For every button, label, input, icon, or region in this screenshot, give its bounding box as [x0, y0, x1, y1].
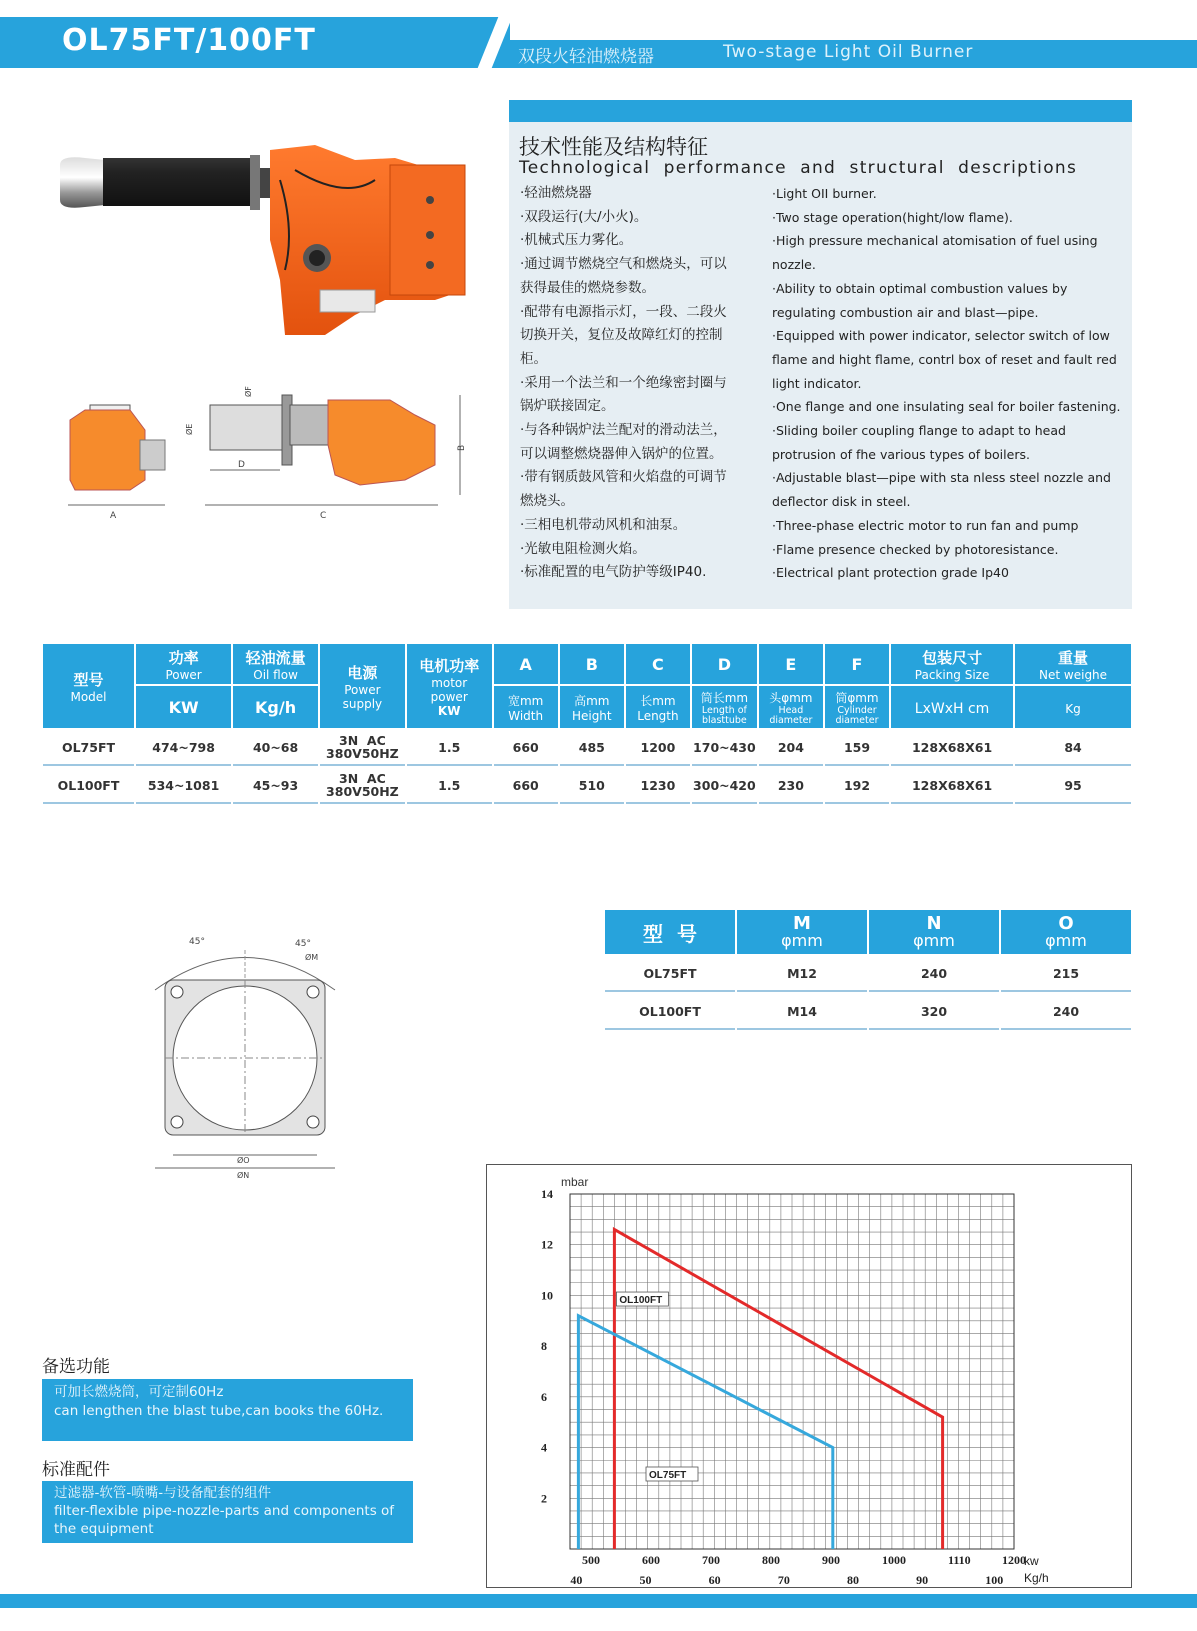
- cell-oil: 45~93: [233, 768, 318, 804]
- x-tick-label-kw: 700: [702, 1553, 720, 1567]
- y-tick-label: 6: [541, 1389, 547, 1404]
- cell-model: OL75FT: [605, 956, 735, 992]
- spec-list-cn: [520, 182, 765, 585]
- dim-label-d: D: [238, 460, 245, 470]
- cell-model: OL75FT: [43, 730, 134, 766]
- cell-b: 485: [560, 730, 624, 766]
- cell-a: 660: [494, 730, 558, 766]
- cell-motor: 1.5: [407, 768, 492, 804]
- cell-power: 474~798: [136, 730, 231, 766]
- dim-label-c: C: [320, 511, 327, 521]
- dim-label-e: ØE: [185, 423, 194, 435]
- spec-title-en: Technological performance and structural descriptions: [519, 158, 1078, 178]
- page-title: OL75FT/100FT: [62, 23, 316, 58]
- spec-item-en: ·Light OII burner.: [772, 186, 877, 201]
- cell-o: 240: [1001, 994, 1131, 1030]
- spec-item-en: ·Adjustable blast—pipe with sta nless steel nozzle and: [772, 470, 1111, 486]
- angle-label-1: 45°: [189, 937, 205, 947]
- cell-motor: 1.5: [407, 730, 492, 766]
- cell-supply: 3N AC 380V50HZ: [320, 730, 405, 766]
- spec-panel-header: [509, 100, 1132, 122]
- x-unit-kgh: Kg/h: [1024, 1571, 1049, 1585]
- x-tick-label-kw: 1200: [1002, 1553, 1026, 1567]
- x-tick-label-kgh: 40: [570, 1573, 583, 1587]
- series-label-ol75ft: OL75FT: [649, 1470, 687, 1481]
- spec-item-cn: ·机械式压力雾化。: [520, 232, 633, 249]
- optional-features-box: [42, 1379, 413, 1441]
- spec-item-en: ·Ability to obtain optimal combustion values by: [772, 280, 1068, 296]
- th-weight-unit: Kg: [1015, 686, 1131, 728]
- th-f-sub: 筒φmm Cylinder diameter: [825, 686, 889, 728]
- cell-n: 320: [869, 994, 999, 1030]
- y-tick-label: 2: [541, 1491, 547, 1506]
- dim-label-f: ØF: [244, 386, 253, 397]
- th-oil-flow: 轻油流量 Oil flow: [233, 644, 318, 684]
- cell-model: OL100FT: [43, 768, 134, 804]
- cell-pack: 128X68X61: [891, 730, 1013, 766]
- spec-item-cn: 燃烧头。: [520, 493, 574, 510]
- x-tick-label-kgh: 60: [708, 1573, 721, 1587]
- cell-n: 240: [869, 956, 999, 992]
- dim-label-o: ØO: [237, 1156, 250, 1165]
- cell-model: OL100FT: [605, 994, 735, 1030]
- x-tick-label-kw: 500: [582, 1553, 600, 1567]
- cell-c: 1230: [626, 768, 690, 804]
- th-flange-o: O φmm: [1001, 910, 1131, 954]
- th-f: F: [825, 644, 889, 684]
- spec-item-en: nozzle.: [772, 257, 816, 273]
- cell-power: 534~1081: [136, 768, 231, 804]
- th-d: D: [692, 644, 757, 684]
- spec-item-cn: ·采用一个法兰和一个绝缘密封圈与: [520, 374, 727, 391]
- spec-item-cn: ·与各种锅炉法兰配对的滑动法兰，: [520, 422, 727, 439]
- th-flange-n: N φmm: [869, 910, 999, 954]
- x-tick-label-kgh: 70: [777, 1573, 790, 1587]
- y-tick-label: 4: [541, 1440, 547, 1455]
- th-packing-unit: LxWxH cm: [891, 686, 1013, 728]
- x-tick-label-kw: 600: [642, 1553, 660, 1567]
- flange-table: [603, 908, 1133, 1032]
- y-axis-label: mbar: [561, 1175, 589, 1189]
- x-tick-label-kw: 1000: [882, 1553, 906, 1567]
- subtitle-cn: 双段火轻油燃烧器: [518, 47, 654, 67]
- spec-item-en: ·Flame presence checked by photoresistance.: [772, 541, 1059, 557]
- spec-item-cn: 可以调整燃烧器伸入锅炉的位置。: [520, 445, 723, 462]
- cell-pack: 128X68X61: [891, 768, 1013, 804]
- spec-item-cn: ·带有钢质鼓风管和火焰盘的可调节: [520, 469, 727, 486]
- cell-m: M14: [737, 994, 867, 1030]
- spec-item-cn: ·双段运行(大/小火)。: [520, 208, 648, 225]
- cell-e: 230: [759, 768, 823, 804]
- dimension-drawing: [60, 385, 500, 535]
- spec-item-en: ·Equipped with power indicator, selector switch of low: [772, 328, 1110, 344]
- cell-b: 510: [560, 768, 624, 804]
- cell-supply: 3N AC 380V50HZ: [320, 768, 405, 804]
- cell-d: 300~420: [692, 768, 757, 804]
- dim-label-b: B: [457, 444, 467, 451]
- y-tick-label: 10: [541, 1288, 553, 1303]
- cell-f: 192: [825, 768, 889, 804]
- th-a: A: [494, 644, 558, 684]
- th-packing: 包装尺寸 Packing Size: [891, 644, 1013, 684]
- cell-e: 204: [759, 730, 823, 766]
- spec-item-cn: 柜。: [520, 350, 547, 367]
- spec-list-en: [772, 182, 1132, 585]
- burner-product-photo: [55, 140, 495, 355]
- spec-item-en: deflector disk in steel.: [772, 494, 911, 510]
- spec-item-cn: ·通过调节燃烧空气和燃烧头，可以: [520, 256, 727, 273]
- spec-item-cn: ·光敏电阻检测火焰。: [520, 540, 646, 557]
- cell-weight: 84: [1015, 730, 1131, 766]
- cell-oil: 40~68: [233, 730, 318, 766]
- spec-item-cn: ·标准配置的电气防护等级IP40.: [520, 564, 707, 581]
- x-tick-label-kw: 900: [822, 1553, 840, 1567]
- y-tick-label: 12: [541, 1237, 553, 1252]
- spec-item-cn: ·轻油燃烧器: [520, 185, 592, 201]
- spec-item-en: ·Sliding boiler coupling flange to adapt to head: [772, 423, 1066, 439]
- optional-features-title: 备选功能: [42, 1357, 110, 1377]
- spec-item-en: light indicator.: [772, 375, 862, 391]
- pressure-capacity-chart: [486, 1164, 1132, 1588]
- spec-item-cn: 锅炉联接固定。: [520, 398, 615, 415]
- th-d-sub: 筒长mm Length of blasttube: [692, 686, 757, 728]
- cell-weight: 95: [1015, 768, 1131, 804]
- spec-item-en: protrusion of fhe various types of boilers.: [772, 446, 1030, 462]
- spec-item-en: ·High pressure mechanical atomisation of fuel using: [772, 233, 1098, 249]
- model-spec-table: [41, 642, 1133, 806]
- angle-label-2: 45°: [295, 939, 311, 949]
- table-row: [43, 730, 1131, 766]
- x-tick-label-kw: 1110: [948, 1553, 971, 1567]
- th-power-supply: 电源 Power supply: [320, 644, 405, 728]
- cell-d: 170~430: [692, 730, 757, 766]
- flange-drawing: [145, 930, 345, 1200]
- spec-item-cn: ·配带有电源指示灯，一段、二段火: [520, 303, 727, 320]
- series-label-ol100ft: OL100FT: [619, 1295, 663, 1307]
- th-flange-m: M φmm: [737, 910, 867, 954]
- th-weight: 重量 Net weighe: [1015, 644, 1131, 684]
- dim-label-m: ØM: [305, 953, 319, 962]
- standard-accessories-box: [42, 1481, 413, 1543]
- standard-accessories-cn: 过滤器-软管-喷嘴-与设备配套的组件: [54, 1485, 272, 1501]
- x-tick-label-kw: 800: [762, 1553, 780, 1567]
- th-e-sub: 头φmm Head diameter: [759, 686, 823, 728]
- th-a-sub: 宽mm Width: [494, 686, 558, 728]
- table-row: [605, 956, 1131, 992]
- spec-item-en: ·Three-phase electric motor to run fan and pump: [772, 517, 1079, 533]
- y-tick-label: 14: [541, 1187, 553, 1201]
- x-tick-label-kgh: 90: [916, 1573, 929, 1587]
- footer-bar: [0, 1594, 1197, 1608]
- th-e: E: [759, 644, 823, 684]
- y-tick-label: 8: [541, 1339, 547, 1354]
- spec-item-en: ·One flange and one insulating seal for boiler fastening.: [772, 399, 1121, 415]
- spec-item-en: ·Electrical plant protection grade Ip40: [772, 565, 1009, 581]
- dim-label-a: A: [110, 511, 117, 521]
- optional-features-cn: 可加长燃烧筒，可定制60Hz: [54, 1384, 224, 1400]
- cell-c: 1200: [626, 730, 690, 766]
- th-model: 型号 Model: [43, 644, 134, 728]
- optional-features-en: can lengthen the blast tube,can books the 60Hz.: [54, 1403, 384, 1419]
- x-tick-label-kgh: 50: [639, 1573, 652, 1587]
- th-b: B: [560, 644, 624, 684]
- header-white-cutout: [510, 0, 1197, 40]
- series-line-ol100ft: [614, 1230, 942, 1550]
- th-b-sub: 高mm Height: [560, 686, 624, 728]
- standard-accessories-en: filter-flexible pipe-nozzle-parts and components of the equipment: [54, 1503, 395, 1537]
- spec-item-cn: 获得最佳的燃烧参数。: [520, 279, 655, 296]
- x-tick-label-kgh: 80: [846, 1573, 859, 1587]
- spec-title-cn: 技术性能及结构特征: [519, 135, 708, 159]
- x-tick-label-kgh: 100: [985, 1573, 1004, 1587]
- spec-item-en: regulating combustion air and blast—pipe.: [772, 304, 1039, 320]
- spec-item-cn: 切换开关，复位及故障红灯的控制: [520, 327, 723, 344]
- th-oil-unit: Kg/h: [233, 686, 318, 728]
- spec-item-en: ·Two stage operation(hight/low flame).: [772, 209, 1013, 225]
- spec-item-en: flame and hight flame, contrl box of reset and fault red: [772, 351, 1117, 367]
- cell-m: M12: [737, 956, 867, 992]
- th-power-unit: KW: [136, 686, 231, 728]
- x-unit-kw: kw: [1024, 1554, 1039, 1568]
- cell-f: 159: [825, 730, 889, 766]
- th-c: C: [626, 644, 690, 684]
- th-c-sub: 长mm Length: [626, 686, 690, 728]
- spec-item-cn: ·三相电机带动风机和油泵。: [520, 516, 687, 533]
- subtitle-en: Two-stage Light Oil Burner: [723, 42, 974, 62]
- dim-label-n: ØN: [237, 1171, 250, 1180]
- table-row: [605, 994, 1131, 1030]
- table-row: [43, 768, 1131, 804]
- series-line-ol75ft: [578, 1316, 832, 1549]
- cell-a: 660: [494, 768, 558, 804]
- th-flange-model: 型 号: [605, 910, 735, 954]
- th-power: 功率 Power: [136, 644, 231, 684]
- th-motor-power: 电机功率 motor power KW: [407, 644, 492, 728]
- cell-o: 215: [1001, 956, 1131, 992]
- standard-accessories-title: 标准配件: [42, 1460, 110, 1480]
